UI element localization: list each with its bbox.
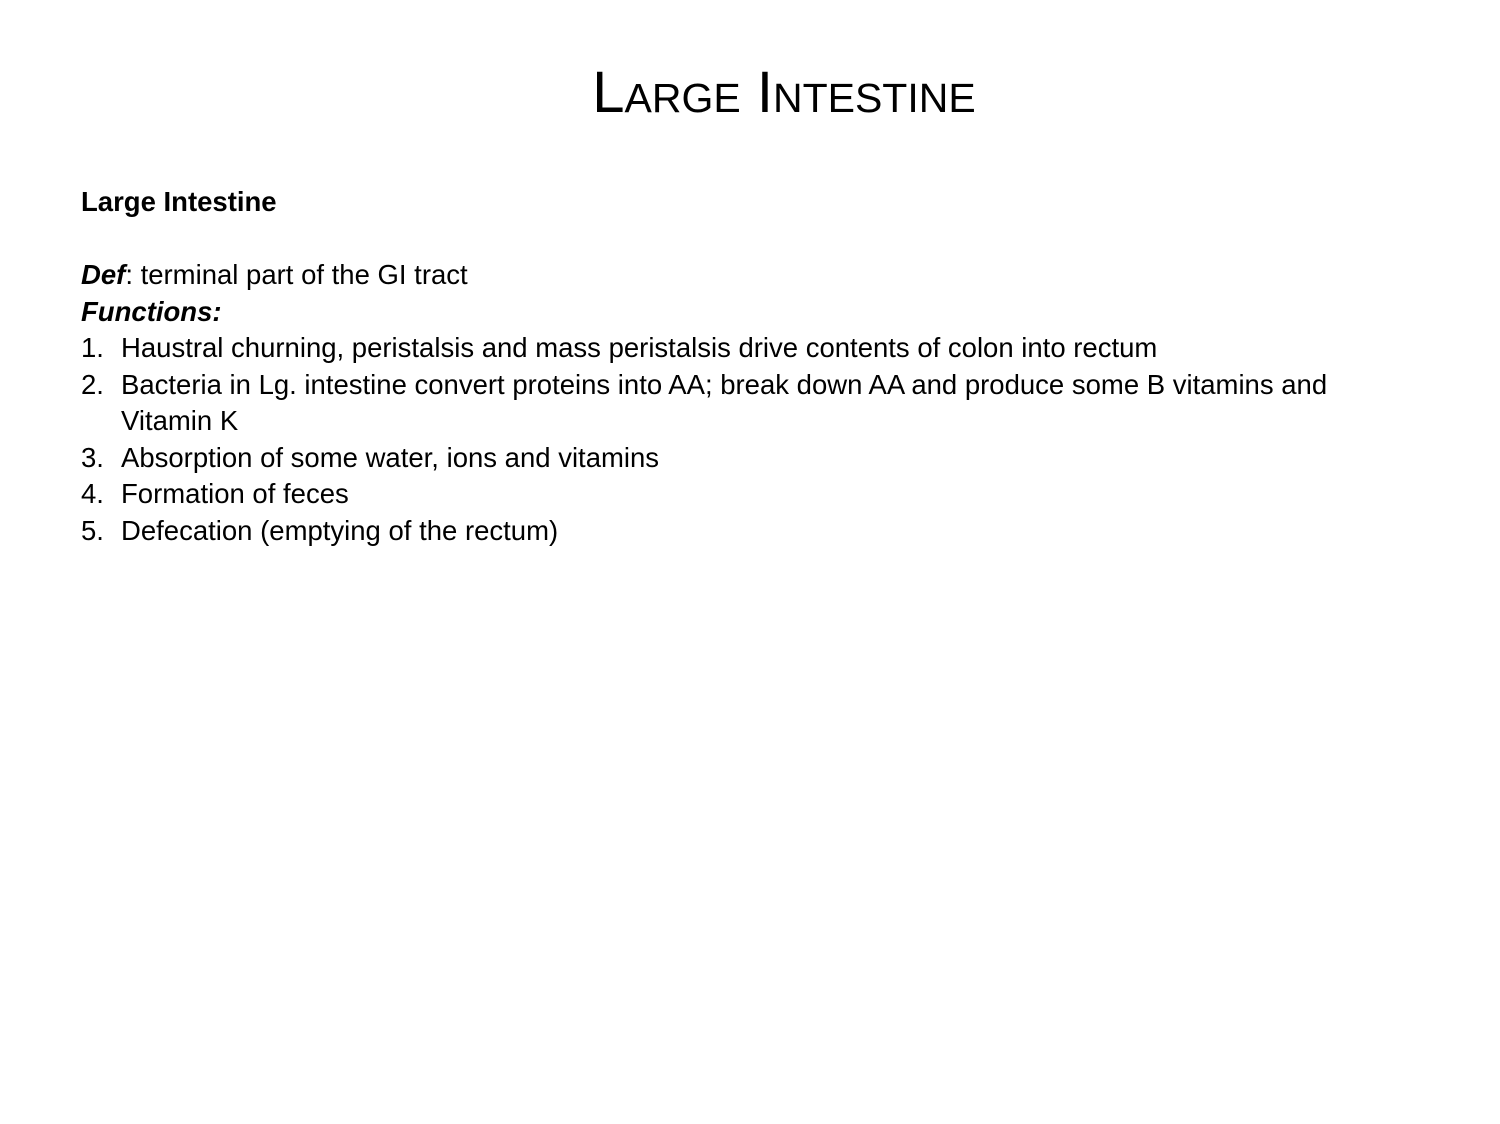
list-item-text: Haustral churning, peristalsis and mass peristalsis drive contents of colon into rectum [121, 332, 1158, 363]
list-item-text: Formation of feces [121, 478, 349, 509]
list-item-number: 1. [81, 332, 104, 363]
list-item-number: 2. [81, 368, 104, 400]
slide-content [81, 184, 1421, 549]
section-heading: Large Intestine [81, 186, 277, 217]
definition-separator: : [125, 259, 133, 290]
list-item-text: Absorption of some water, ions and vitamins [121, 441, 660, 473]
spacer [81, 221, 1421, 258]
definition-label: Def [81, 259, 126, 290]
functions-list [81, 330, 1421, 549]
list-item-text: Bacteria in Lg. intestine convert proteins into AA; break down AA and produce some B vitamins and Vitamin K [121, 368, 1328, 436]
list-item-number: 4. [81, 478, 104, 509]
list-item [81, 513, 1421, 550]
list-item [81, 367, 1421, 440]
list-item [81, 330, 1421, 367]
list-item-number: 5. [81, 514, 104, 546]
functions-label: Functions: [81, 295, 222, 327]
list-item [81, 476, 1421, 513]
slide-title: Large Intestine [592, 60, 976, 125]
definition-text: terminal part of the GI tract [132, 259, 468, 290]
list-item-text: Defecation (emptying of the rectum) [121, 514, 559, 546]
list-item [81, 440, 1421, 477]
definition-line [81, 257, 1421, 294]
list-item-number: 3. [81, 441, 104, 473]
